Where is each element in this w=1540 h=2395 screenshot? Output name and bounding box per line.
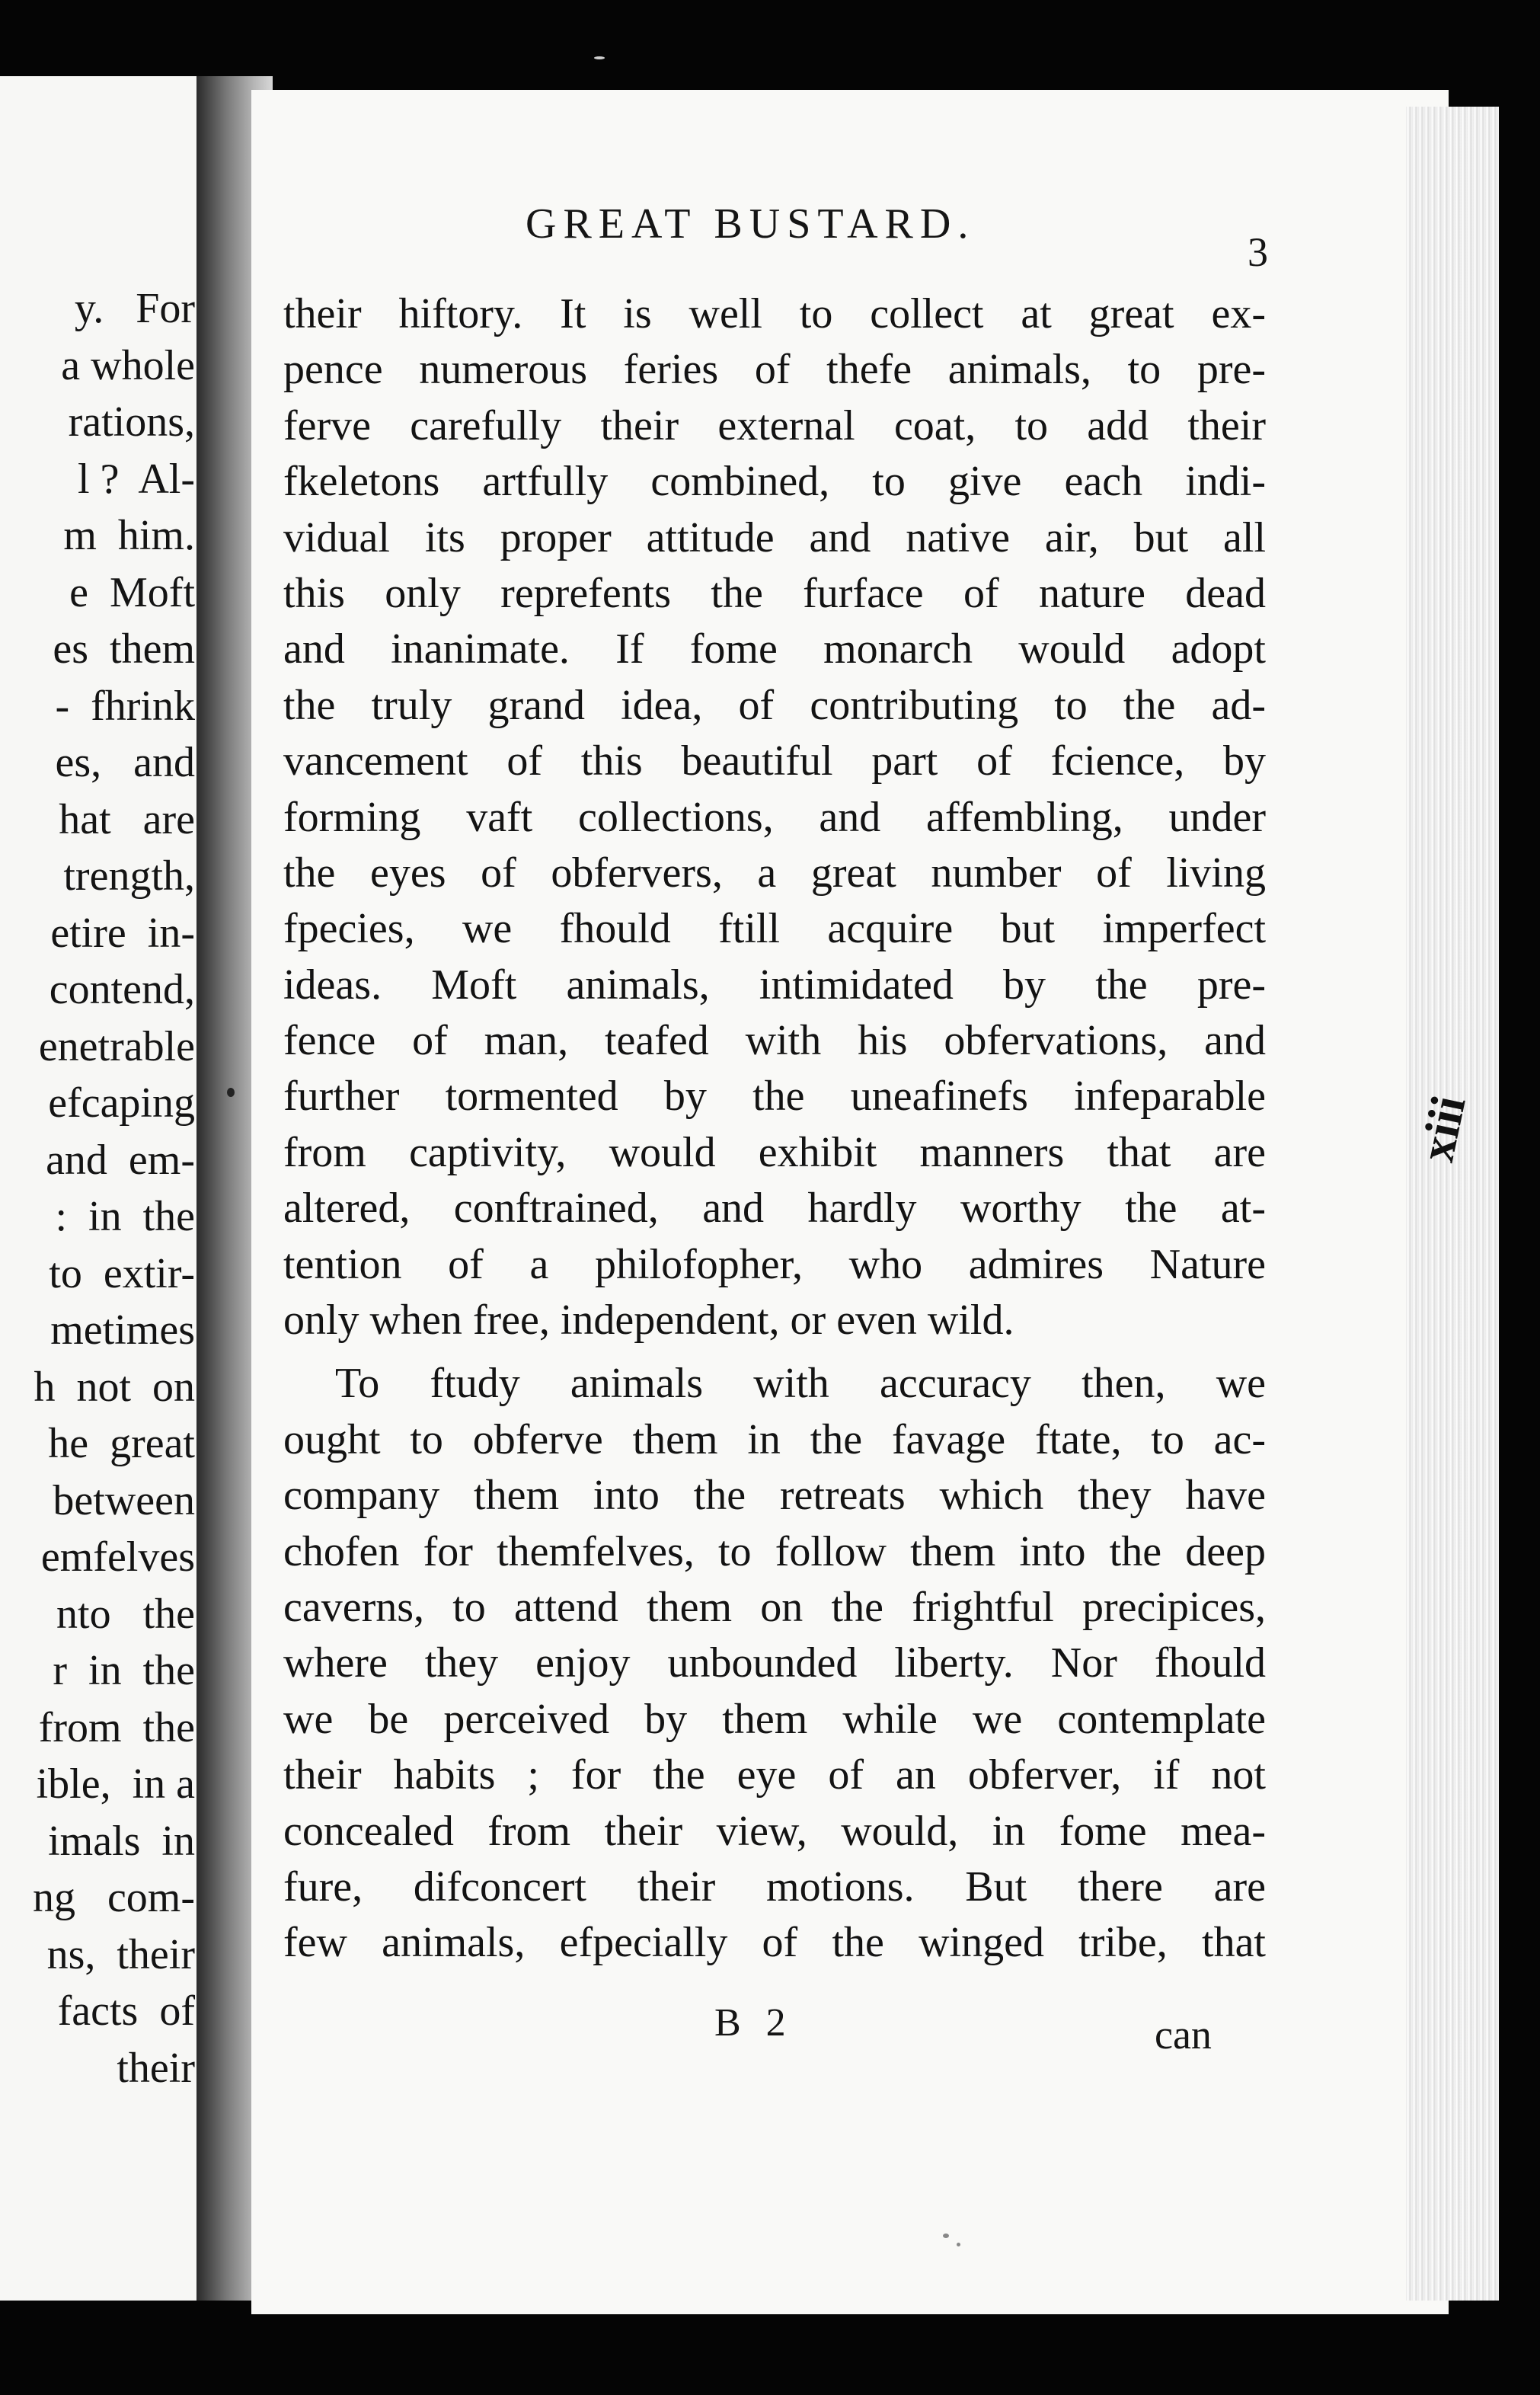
left-page-line: rations, — [68, 398, 195, 446]
left-page-line: between — [53, 1476, 195, 1524]
left-page-line: contend, — [49, 966, 195, 1013]
paper-speck — [594, 56, 605, 59]
text-line: from captivity, would exhibit manners that are — [283, 1128, 1266, 1176]
text-line: we be perceived by them while we contemplate — [283, 1695, 1266, 1743]
page-fore-edge — [1406, 107, 1499, 2301]
left-page-line: their — [117, 2044, 195, 2092]
left-page-line: enetrable — [38, 1022, 195, 1070]
left-page-line: facts of — [57, 1987, 195, 2035]
text-line: fkeletons artfully combined, to give each indi- — [283, 458, 1266, 506]
text-line: where they enjoy unbounded liberty. Nor fhould — [283, 1639, 1266, 1687]
left-page-line: to extir- — [49, 1249, 195, 1297]
left-page-line: ng com- — [32, 1874, 195, 1921]
left-page-line: nto the — [56, 1590, 195, 1638]
gutter-mark — [227, 1088, 235, 1097]
left-page-line: es, and — [55, 739, 195, 786]
text-line: vancement of this beautiful part of fcience, by — [283, 737, 1266, 785]
left-page-line: he great — [48, 1420, 195, 1467]
left-page-line: - fhrink — [55, 682, 195, 730]
left-page-line: r in the — [53, 1647, 195, 1694]
text-line: ought to obferve them in the favage ftate, to ac- — [283, 1415, 1266, 1463]
text-line: pence numerous feries of thefe animals, to pre- — [283, 346, 1266, 394]
left-page-line: : in the — [55, 1193, 195, 1240]
text-line: further tormented by the uneafinefs infeparable — [283, 1073, 1266, 1121]
left-page-line: h not on — [34, 1363, 195, 1411]
text-line: fence of man, teafed with his obfervations, and — [283, 1017, 1266, 1065]
left-page-text — [33, 280, 195, 2096]
page-number: 3 — [1248, 229, 1268, 275]
text-line: this only reprefents the furface of nature dead — [283, 569, 1266, 617]
left-page-line: ible, in a — [36, 1760, 195, 1808]
left-page-line: emfelves — [40, 1533, 195, 1581]
left-page-line: m him. — [63, 512, 195, 559]
text-line: concealed from their view, would, in fome mea- — [283, 1807, 1266, 1855]
text-line: chofen for themfelves, to follow them into the deep — [283, 1527, 1266, 1575]
text-line: altered, conftrained, and hardly worthy the at- — [283, 1185, 1266, 1233]
text-line: tention of a philofopher, who admires Nature — [283, 1240, 1266, 1288]
text-line: only when free, independent, or even wild. — [283, 1297, 1014, 1345]
catchword: can — [1155, 2012, 1212, 2058]
body-text — [283, 286, 1266, 1971]
left-page-line: a whole — [61, 341, 195, 389]
text-line: and inanimate. If fome monarch would adopt — [283, 625, 1266, 673]
left-page-line: e Moft — [69, 568, 195, 616]
text-line: company them into the retreats which they have — [283, 1472, 1266, 1520]
text-line: fure, difconcert their motions. But there are — [283, 1863, 1266, 1911]
left-page-line: imals in — [48, 1817, 195, 1865]
text-line: To ftudy animals with accuracy then, we — [335, 1360, 1266, 1408]
paper-speck — [957, 2243, 960, 2246]
text-line: fpecies, we fhould ftill acquire but imperfect — [283, 905, 1266, 953]
text-line: ideas. Moft animals, intimidated by the pre- — [283, 961, 1266, 1009]
left-page-line: from the — [38, 1703, 195, 1751]
left-page-line: metimes — [50, 1306, 195, 1354]
text-line: caverns, to attend them on the frightful precipices, — [283, 1583, 1266, 1631]
left-page-line: etire in- — [50, 909, 195, 957]
text-line: their habits ; for the eye of an obferver, if not — [283, 1751, 1266, 1799]
text-line: the truly grand idea, of contributing to the ad- — [283, 681, 1266, 729]
running-head: GREAT BUSTARD. — [526, 200, 976, 248]
left-page-line: and em- — [46, 1136, 195, 1184]
text-line: forming vaft collections, and affembling, under — [283, 793, 1266, 841]
left-page-line: trength, — [63, 852, 195, 900]
text-line: ferve carefully their external coat, to add their — [283, 401, 1266, 449]
text-line: few animals, efpecially of the winged tribe, that — [283, 1919, 1266, 1967]
text-line: the eyes of obfervers, a great number of living — [283, 849, 1266, 897]
fore-edge-mark: xiii — [1409, 1091, 1476, 1166]
left-page-line: y. For — [74, 285, 195, 332]
left-page-line: ns, their — [46, 1930, 195, 1978]
paper-speck — [943, 2234, 949, 2238]
text-line: vidual its proper attitude and native air, but all — [283, 513, 1266, 561]
signature-mark: B 2 — [714, 2001, 794, 2045]
left-page — [0, 76, 204, 2301]
left-page-line: hat are — [59, 795, 195, 843]
left-page-line: es them — [53, 625, 195, 673]
left-page-line: l ? Al- — [78, 455, 195, 503]
text-line: their hiftory. It is well to collect at great ex- — [283, 290, 1266, 337]
left-page-line: efcaping — [48, 1079, 195, 1127]
